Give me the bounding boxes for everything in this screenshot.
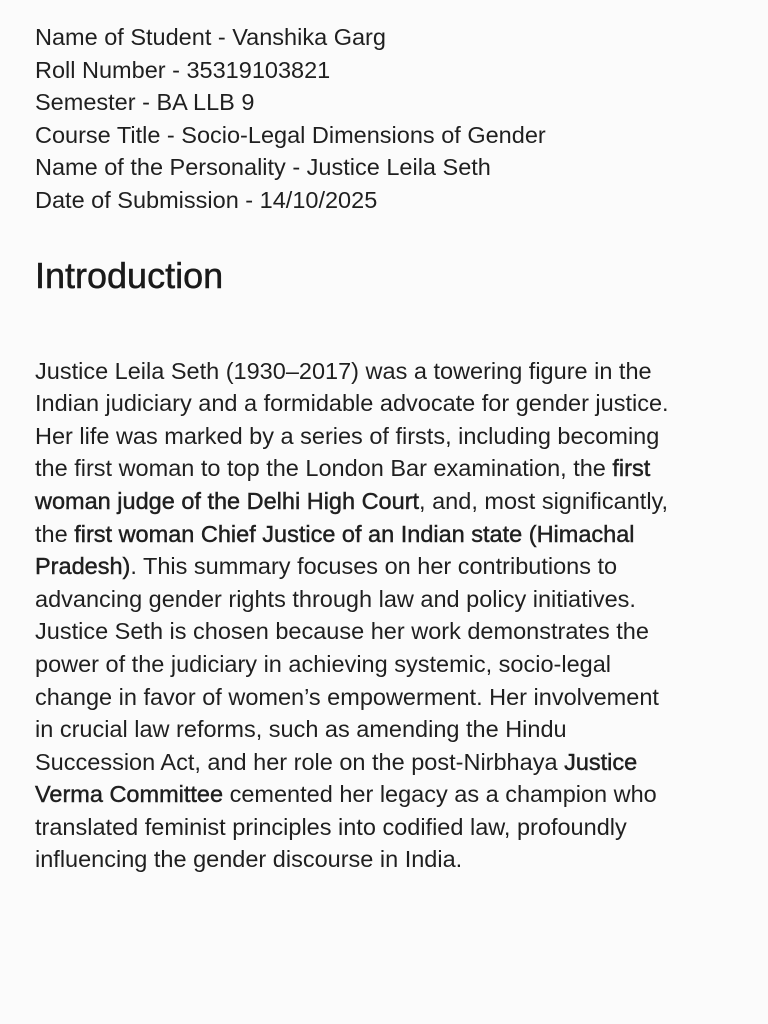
course-title: Course Title - Socio-Legal Dimensions of Gender [35, 121, 546, 148]
section-heading-introduction: Introduction [35, 254, 224, 296]
paragraph-line [35, 387, 745, 420]
text-run: influencing the gender discourse in India. [35, 846, 463, 873]
paragraph-line [35, 811, 745, 844]
text-run: Succession Act, and her role on the post-Nirbhaya [35, 748, 565, 775]
text-run: Her life was marked by a series of firsts, including becoming [35, 422, 660, 449]
paragraph-line [35, 681, 745, 714]
text-run: in crucial law reforms, such as amending the Hindu [35, 716, 567, 743]
paragraph-line [35, 615, 745, 648]
text-run: Justice Seth is chosen because her work demonstrates the [35, 618, 649, 645]
paragraph-line [35, 713, 745, 746]
paragraph-line [35, 843, 745, 876]
paragraph-line [35, 355, 745, 388]
student-details [35, 21, 768, 217]
text-run: cemented her legacy as a champion who [223, 781, 657, 808]
text-run: the first woman to top the London Bar examination, the [35, 455, 613, 482]
paragraph-line [35, 485, 745, 518]
paragraph-line [35, 550, 745, 583]
bold-text-run: first woman Chief Justice of an Indian state (Himachal [74, 520, 635, 547]
text-run: , and, most significantly, [419, 487, 669, 514]
text-run: translated feminist principles into codified law, profoundly [35, 813, 627, 840]
text-run: change in favor of women’s empowerment. Her involvement [35, 683, 659, 710]
bold-text-run: Pradesh) [35, 553, 131, 580]
introduction-paragraph [35, 355, 745, 877]
bold-text-run: Justice [564, 748, 638, 775]
bold-text-run: woman judge of the Delhi High Court [35, 487, 420, 514]
paragraph-line [35, 518, 745, 551]
student-name: Name of Student - Vanshika Garg [35, 24, 386, 50]
text-run: Justice Leila Seth (1930–2017) was a towering figure in the [35, 357, 652, 384]
text-run: the [35, 520, 75, 547]
paragraph-line [35, 746, 745, 779]
roll-number: Roll Number - 35319103821 [35, 56, 331, 83]
paragraph-line [35, 648, 745, 681]
text-run: advancing gender rights through law and policy initiatives. [35, 585, 636, 612]
paragraph-line [35, 452, 745, 485]
paragraph-line [35, 420, 745, 453]
semester: Semester - BA LLB 9 [35, 89, 255, 116]
bold-text-run: first [612, 455, 651, 482]
text-run: . This summary focuses on her contributions to [130, 553, 618, 580]
bold-text-run: Verma Committee [35, 781, 224, 808]
paragraph-line [35, 583, 745, 616]
paragraph-line [35, 778, 745, 811]
submission-date: Date of Submission - 14/10/2025 [35, 186, 378, 213]
personality-name: Name of the Personality - Justice Leila Seth [35, 154, 491, 181]
text-run: power of the judiciary in achieving systemic, socio-legal [35, 650, 612, 677]
text-run: Indian judiciary and a formidable advocate for gender justice. [35, 390, 669, 417]
